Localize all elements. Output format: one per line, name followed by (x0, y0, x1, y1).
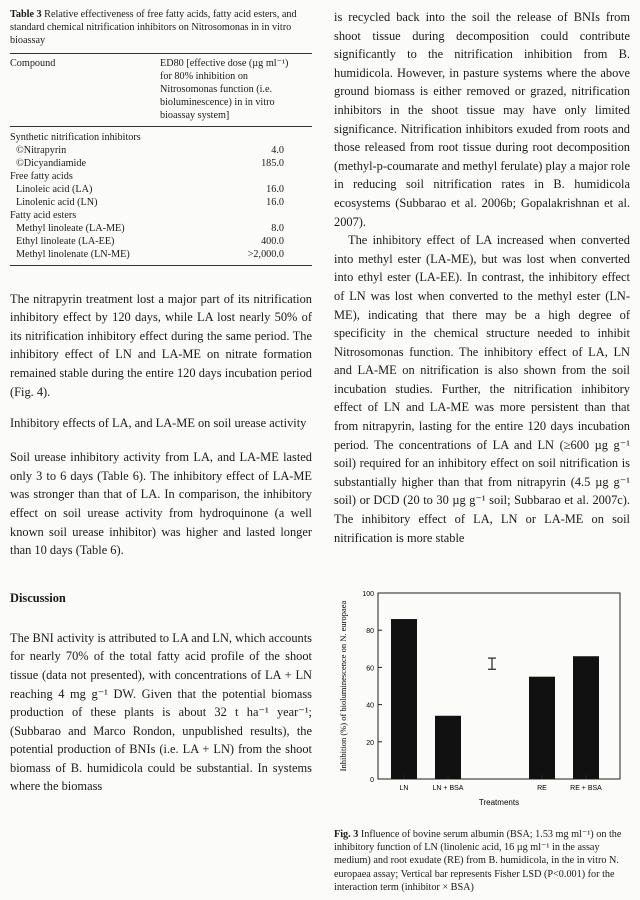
y-tick-label: 40 (366, 702, 374, 710)
table3-compound: Linoleic acid (LA) (16, 183, 93, 195)
table3-body (10, 131, 312, 261)
x-tick-label: RE + BSA (570, 785, 602, 792)
table3-group-name: Fatty acid esters (10, 209, 77, 221)
table3-row (10, 235, 312, 248)
table3-value: 4.0 (271, 144, 284, 156)
figure3-caption-text: Influence of bovine serum albumin (BSA; 1.53 mg ml⁻¹) on the inhibitory function of LN (linolenic acid, 16 µg ml⁻¹ in the assay medium) and root exudate (RE) from B. humidicola, in the in vitro N. europaea assay; Vertical bar represents Fisher LSD (P<0.001) for the interaction term (inhibitor × BSA) (334, 829, 622, 893)
table3-value: 16.0 (266, 196, 284, 208)
table3-compound: ©Nitrapyrin (16, 144, 67, 156)
table3-compound: ©Dicyandiamide (16, 157, 86, 169)
table3-compound: Ethyl linoleate (LA-EE) (16, 235, 115, 247)
y-tick-label: 80 (366, 628, 374, 636)
table3-col1-header: Compound (10, 57, 56, 69)
bar (391, 619, 417, 779)
right-column (334, 8, 630, 893)
left-paragraph-3: The BNI activity is attributed to LA and LN, which accounts for nearly 70% of the total fatty acid profile of the shoot tissue (data not presented), with concentrations of LA + LN reaching 4 mg g⁻¹ DW. Given that the potential biomass production of these plants is about 32 t ha⁻¹ year⁻¹; (Subbarao and Marco Rondon, unpublished results), the potential production of BNIs (i.e. LA + LN) from the shoot biomass of B. humidicola could be substantial. In systems where the biomass (10, 630, 312, 794)
table3-col2-header: ED80 [effective dose (µg ml⁻¹) for 80% inhibition on Nitrosomonas function (i.e. bioluminescence) in in vitro bioassay system] (160, 57, 289, 121)
table3-value: 185.0 (261, 157, 284, 169)
table3-compound: Linolenic acid (LN) (16, 196, 98, 208)
table3-group-name: Synthetic nitrification inhibitors (10, 131, 141, 143)
section-heading-urease: Inhibitory effects of LA, and LA-ME on soil urease activity (10, 416, 307, 431)
y-axis-label: Inhibition (%) of bioluminescence on N. europaea (338, 600, 348, 772)
table3-row (10, 144, 312, 157)
figure3-chart (334, 583, 630, 823)
bar (573, 656, 599, 779)
y-tick-label: 20 (366, 739, 374, 747)
bar (435, 716, 461, 779)
table3-value: 8.0 (271, 222, 284, 234)
table3-value: 400.0 (261, 235, 284, 247)
table3-group-row (10, 131, 312, 144)
table3-row (10, 196, 312, 209)
section-heading-discussion: Discussion (10, 590, 66, 605)
y-tick-label: 0 (370, 777, 374, 784)
x-axis-label: Treatments (478, 798, 520, 807)
x-tick-label: LN (399, 785, 409, 792)
left-column (10, 8, 312, 796)
table3-compound: Methyl linolenate (LN-ME) (16, 248, 130, 260)
table3-row (10, 183, 312, 196)
table3-row (10, 157, 312, 170)
table3-value: 16.0 (266, 183, 284, 195)
figure3-caption (334, 828, 630, 894)
left-paragraph-2: Soil urease inhibitory activity from LA, and LA-ME lasted only 3 to 6 days (Table 6). The inhibitory effect of LA-ME was stronger than that of LA. In comparison, the inhibitory effect on soil urease activity from hydroquinone (a well known soil urease inhibitor) was higher and lasted longer than 10 days (Table 6). (10, 450, 312, 558)
table3-group-row (10, 170, 312, 183)
right-paragraph-2: The inhibitory effect of LA increased when converted into methyl ester (LA-ME), but was lost when converted into ethyl ester (LA-EE). In contrast, the inhibitory effect of LN was lost when converted to the methyl ester (LN-ME), indicating that there may be a high degree of specificity in the chemical structure needed to inhibit Nitrosomonas function. The inhibitory effect of LA, LN and LA-ME on nitrification is also shown from the soil incubation studies. Further, the nitrification inhibitory effect of LN and LA-ME was more persistent than that from nitrapyrin, lasting for the entire 120 days incubation period. The concentrations of LA and LN (≥600 µg g⁻¹ soil) required for an inhibitory effect on soil nitrification is substantially higher than that from nitrapyrin (4.5 µg g⁻¹ soil) or DCD (20 to 30 µg g⁻¹ soil; Subbarao et al. 2007c). The inhibitory effect of LA, LN or LA-ME on soil nitrification is more stable (334, 233, 630, 545)
table3-compound: Methyl linoleate (LA-ME) (16, 222, 125, 234)
right-paragraph-1: is recycled back into the soil the release of BNIs from shoot tissue during decomposition could contribute significantly to the nitrification inhibition from B. humidicola. However, in pasture systems where the above ground biomass is either removed or grazed, nitrification inhibitors in the shoot tissue may have only limited significance. Nitrification inhibitors exuded from roots and those released from root tissue during root decomposition (methyl-p-coumarate and methyl ferulate) play a major role in reducing soil nitrification rates in B. humidicola ecosystems (Subbarao et al. 2006b; Gopalakrishnan et al. 2007). (334, 10, 630, 229)
table3-label: Table 3 (10, 9, 42, 20)
y-tick-label: 100 (362, 591, 374, 598)
y-tick-label: 60 (366, 665, 374, 673)
table3-group-row (10, 209, 312, 222)
bar (529, 677, 555, 779)
table3-row (10, 222, 312, 235)
table3 (10, 57, 312, 122)
x-tick-label: RE (537, 785, 547, 792)
left-paragraph-1: The nitrapyrin treatment lost a major part of its nitrification inhibitory effect by 120 days, while LA lost nearly 50% of its nitrification inhibitory effect during the same period. The inhibitory effect of LN and LA-ME on nitrate formation remained stable during the entire 120 days incubation period (Fig. 4). (10, 291, 312, 399)
table3-row (10, 248, 312, 261)
table3-header-row (10, 57, 312, 122)
table3-caption-text: Relative effectiveness of free fatty acids, fatty acid esters, and standard chemical nitrification inhibitors on Nitrosomonas in in vitro bioassay (10, 9, 297, 47)
table3-value: >2,000.0 (247, 248, 284, 260)
table3-caption (10, 8, 312, 48)
figure3-label: Fig. 3 (334, 829, 359, 840)
x-tick-label: LN + BSA (432, 785, 464, 792)
table3-group-name: Free fatty acids (10, 170, 73, 182)
